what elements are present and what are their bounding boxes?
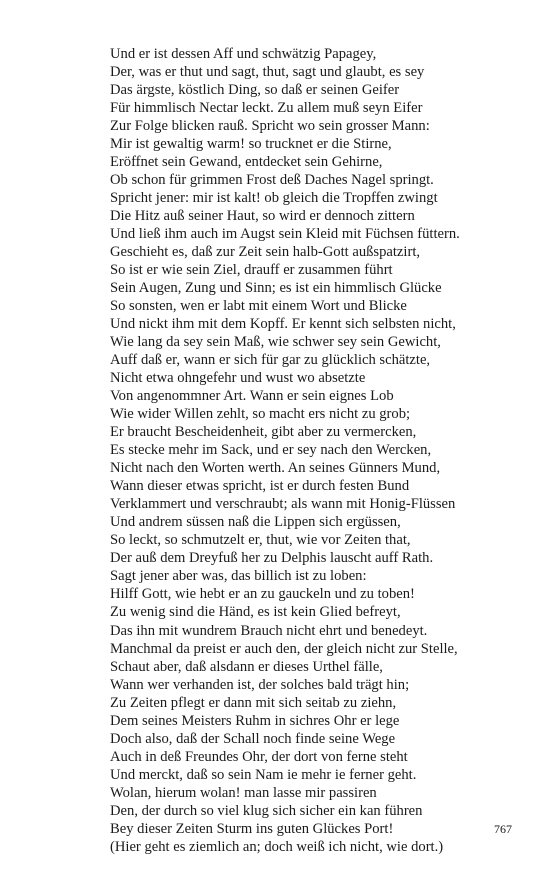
poem-line: Eröffnet sein Gewand, entdecket sein Gehirne,	[110, 154, 383, 171]
poem-line: Bey dieser Zeiten Sturm ins guten Glückes Port!	[110, 820, 394, 837]
poem-line: Wolan, hierum wolan! man lasse mir passiren	[110, 784, 377, 801]
poem-line: Auch in deß Freundes Ohr, der dort von ferne steht	[110, 748, 408, 765]
poem-line: Manchmal da preist er auch den, der gleich nicht zur Stelle,	[110, 640, 458, 657]
poem-line: Doch also, daß der Schall noch finde seine Wege	[110, 730, 396, 747]
poem-line: Wann dieser etwas spricht, ist er durch festen Bund	[110, 478, 410, 495]
poem-line: Wann wer verhanden ist, der solches bald trägt hin;	[110, 676, 410, 693]
poem-line: Schaut aber, daß alsdann er dieses Urthel fälle,	[110, 658, 383, 675]
poem-line: Der auß dem Dreyfuß her zu Delphis lauscht auff Rath.	[110, 550, 434, 567]
poem-line: Für himmlisch Nectar leckt. Zu allem muß seyn Eifer	[110, 100, 423, 117]
poem-line: Den, der durch so viel klug sich sicher ein kan führen	[110, 802, 423, 819]
poem-line: Zu Zeiten pflegt er dann mit sich seitab zu ziehn,	[110, 694, 397, 711]
poem-line: Wie lang da sey sein Maß, wie schwer sey sein Gewicht,	[110, 334, 441, 351]
poem-line: Sagt jener aber was, das billich ist zu loben:	[110, 568, 367, 585]
poem-line: Mir ist gewaltig warm! so trucknet er die Stirne,	[110, 136, 392, 153]
poem-line: Er braucht Bescheidenheit, gibt aber zu vermercken,	[110, 424, 417, 441]
poem-line: Nicht nach den Worten werth. An seines Günners Mund,	[110, 460, 441, 477]
poem-line: Und nickt ihm mit dem Kopff. Er kennt sich selbsten nicht,	[110, 316, 456, 333]
poem-line: Zur Folge blicken rauß. Spricht wo sein grosser Mann:	[110, 118, 430, 135]
poem-line: Und merckt, daß so sein Nam ie mehr ie ferner geht.	[110, 766, 417, 783]
poem-line: Und ließ ihm auch im Augst sein Kleid mit Füchsen füttern.	[110, 226, 460, 243]
poem-line: Der, was er thut und sagt, thut, sagt und glaubt, es sey	[110, 64, 425, 81]
poem-line: (Hier geht es ziemlich an; doch weiß ich nicht, wie dort.)	[110, 838, 444, 855]
poem-line: Es stecke mehr im Sack, und er sey nach den Wercken,	[110, 442, 432, 459]
poem-line: Von angenommner Art. Wann er sein eignes Lob	[110, 388, 394, 405]
poem-line: So leckt, so schmutzelt er, thut, wie vor Zeiten that,	[110, 532, 411, 549]
page-number: 767	[494, 822, 512, 836]
poem-line: So sonsten, wen er labt mit einem Wort und Blicke	[110, 298, 407, 315]
poem-line: Sein Augen, Zung und Sinn; es ist ein himmlisch Glücke	[110, 280, 442, 297]
poem-text-block	[110, 45, 530, 856]
poem-line: Die Hitz auß seiner Haut, so wird er dennoch zittern	[110, 208, 415, 225]
poem-line: Verklammert und verschraubt; als wann mit Honig-Flüssen	[110, 496, 456, 513]
poem-line: Dem seines Meisters Ruhm in sichres Ohr er lege	[110, 712, 400, 729]
poem-line: Geschieht es, daß zur Zeit sein halb-Gott außspatzirt,	[110, 244, 421, 261]
poem-line: So ist er wie sein Ziel, drauff er zusammen führt	[110, 262, 393, 279]
poem-line: Hilff Gott, wie hebt er an zu gauckeln und zu toben!	[110, 586, 415, 603]
poem-line: Das ihn mit wundrem Brauch nicht ehrt und benedeyt.	[110, 622, 428, 639]
poem-line: Auff daß er, wann er sich für gar zu glücklich schätzte,	[110, 352, 431, 369]
poem-line: Nicht etwa ohngefehr und wust wo absetzte	[110, 370, 366, 387]
poem-line: Wie wider Willen zehlt, so macht ers nicht zu grob;	[110, 406, 411, 423]
poem-line: Und andrem süssen naß die Lippen sich ergüssen,	[110, 514, 401, 531]
poem-line: Das ärgste, köstlich Ding, so daß er seinen Geifer	[110, 82, 400, 99]
poem-line: Zu wenig sind die Händ, es ist kein Glied befreyt,	[110, 604, 401, 621]
poem-line: Und er ist dessen Aff und schwätzig Papagey,	[110, 46, 377, 62]
poem-line: Spricht jener: mir ist kalt! ob gleich die Tropffen zwingt	[110, 190, 438, 207]
poem-line: Ob schon für grimmen Frost deß Daches Nagel springt.	[110, 172, 434, 189]
